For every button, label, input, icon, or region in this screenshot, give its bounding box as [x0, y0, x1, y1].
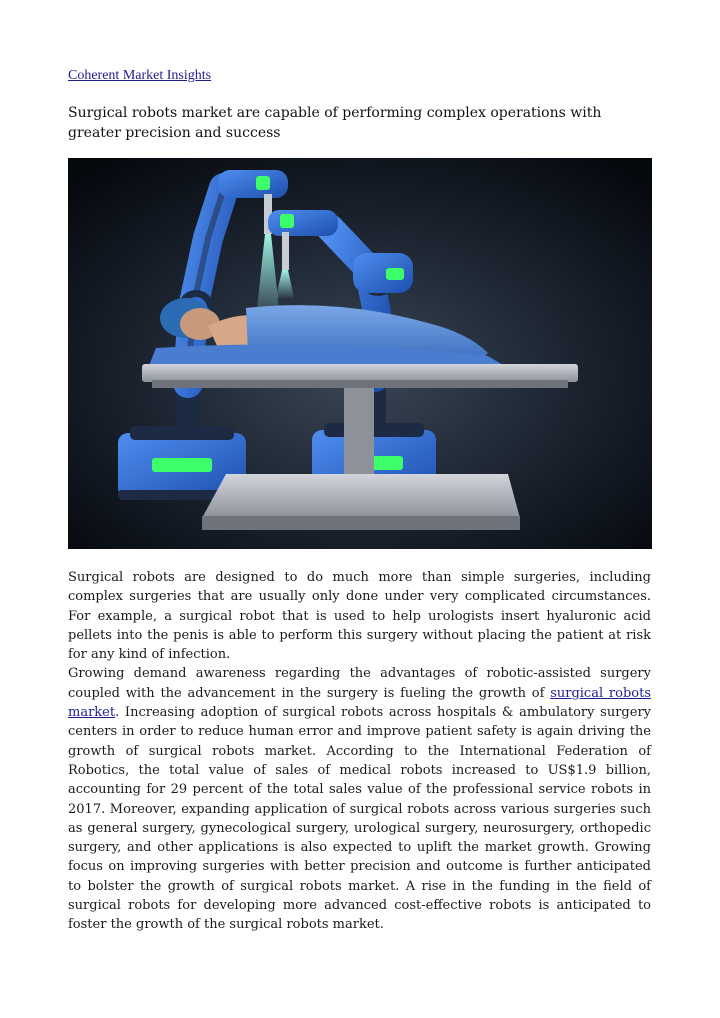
paragraph-2 [68, 664, 651, 934]
article-body [68, 568, 651, 935]
article-title: Surgical robots market are capable of performing complex operations with greater precision and success [68, 105, 602, 141]
surgical-robots-market-link[interactable]: surgical robots market [68, 685, 651, 721]
source-link[interactable]: Coherent Market Insights [68, 68, 212, 83]
surgical-robot-illustration-icon [68, 158, 652, 549]
paragraph-1: Surgical robots are designed to do much more than simple surgeries, including complex surgeries that are usually only done under very complicated circumstances. For example, a surgical robot that is used to help urologists insert hyaluronic acid pellets into the penis is able to perform this surgery without placing the patient at risk for any kind of infection. [68, 570, 651, 663]
surgical-robot-image [68, 158, 652, 549]
paragraph-2-text-start: Growing demand awareness regarding the advantages of robotic-assisted surgery coupled with the advancement in the surgery is fueling the growth of [68, 666, 651, 701]
paragraph-2-text-end: . Increasing adoption of surgical robots across hospitals & ambulatory surgery centers in order to reduce human error and improve patient safety is again driving the growth of surgical robots market. According to the International Federation of Robotics, the total value of sales of medical robots increased to US$1.9 billion, accounting for 29 percent of the total sales value of the professional service robots in 2017. Moreover, expanding application of surgical robots across various surgeries such as general surgery, gynecological surgery, urological surgery, neurosurgery, orthopedic surgery, and other applications is also expected to uplift the market growth. Growing focus on improving surgeries with better precision and outcome is further anticipated to bolster the growth of surgical robots market. A rise in the funding in the field of surgical robots for developing more advanced cost-effective robots is anticipated to foster the growth of the surgical robots market. [68, 705, 651, 933]
